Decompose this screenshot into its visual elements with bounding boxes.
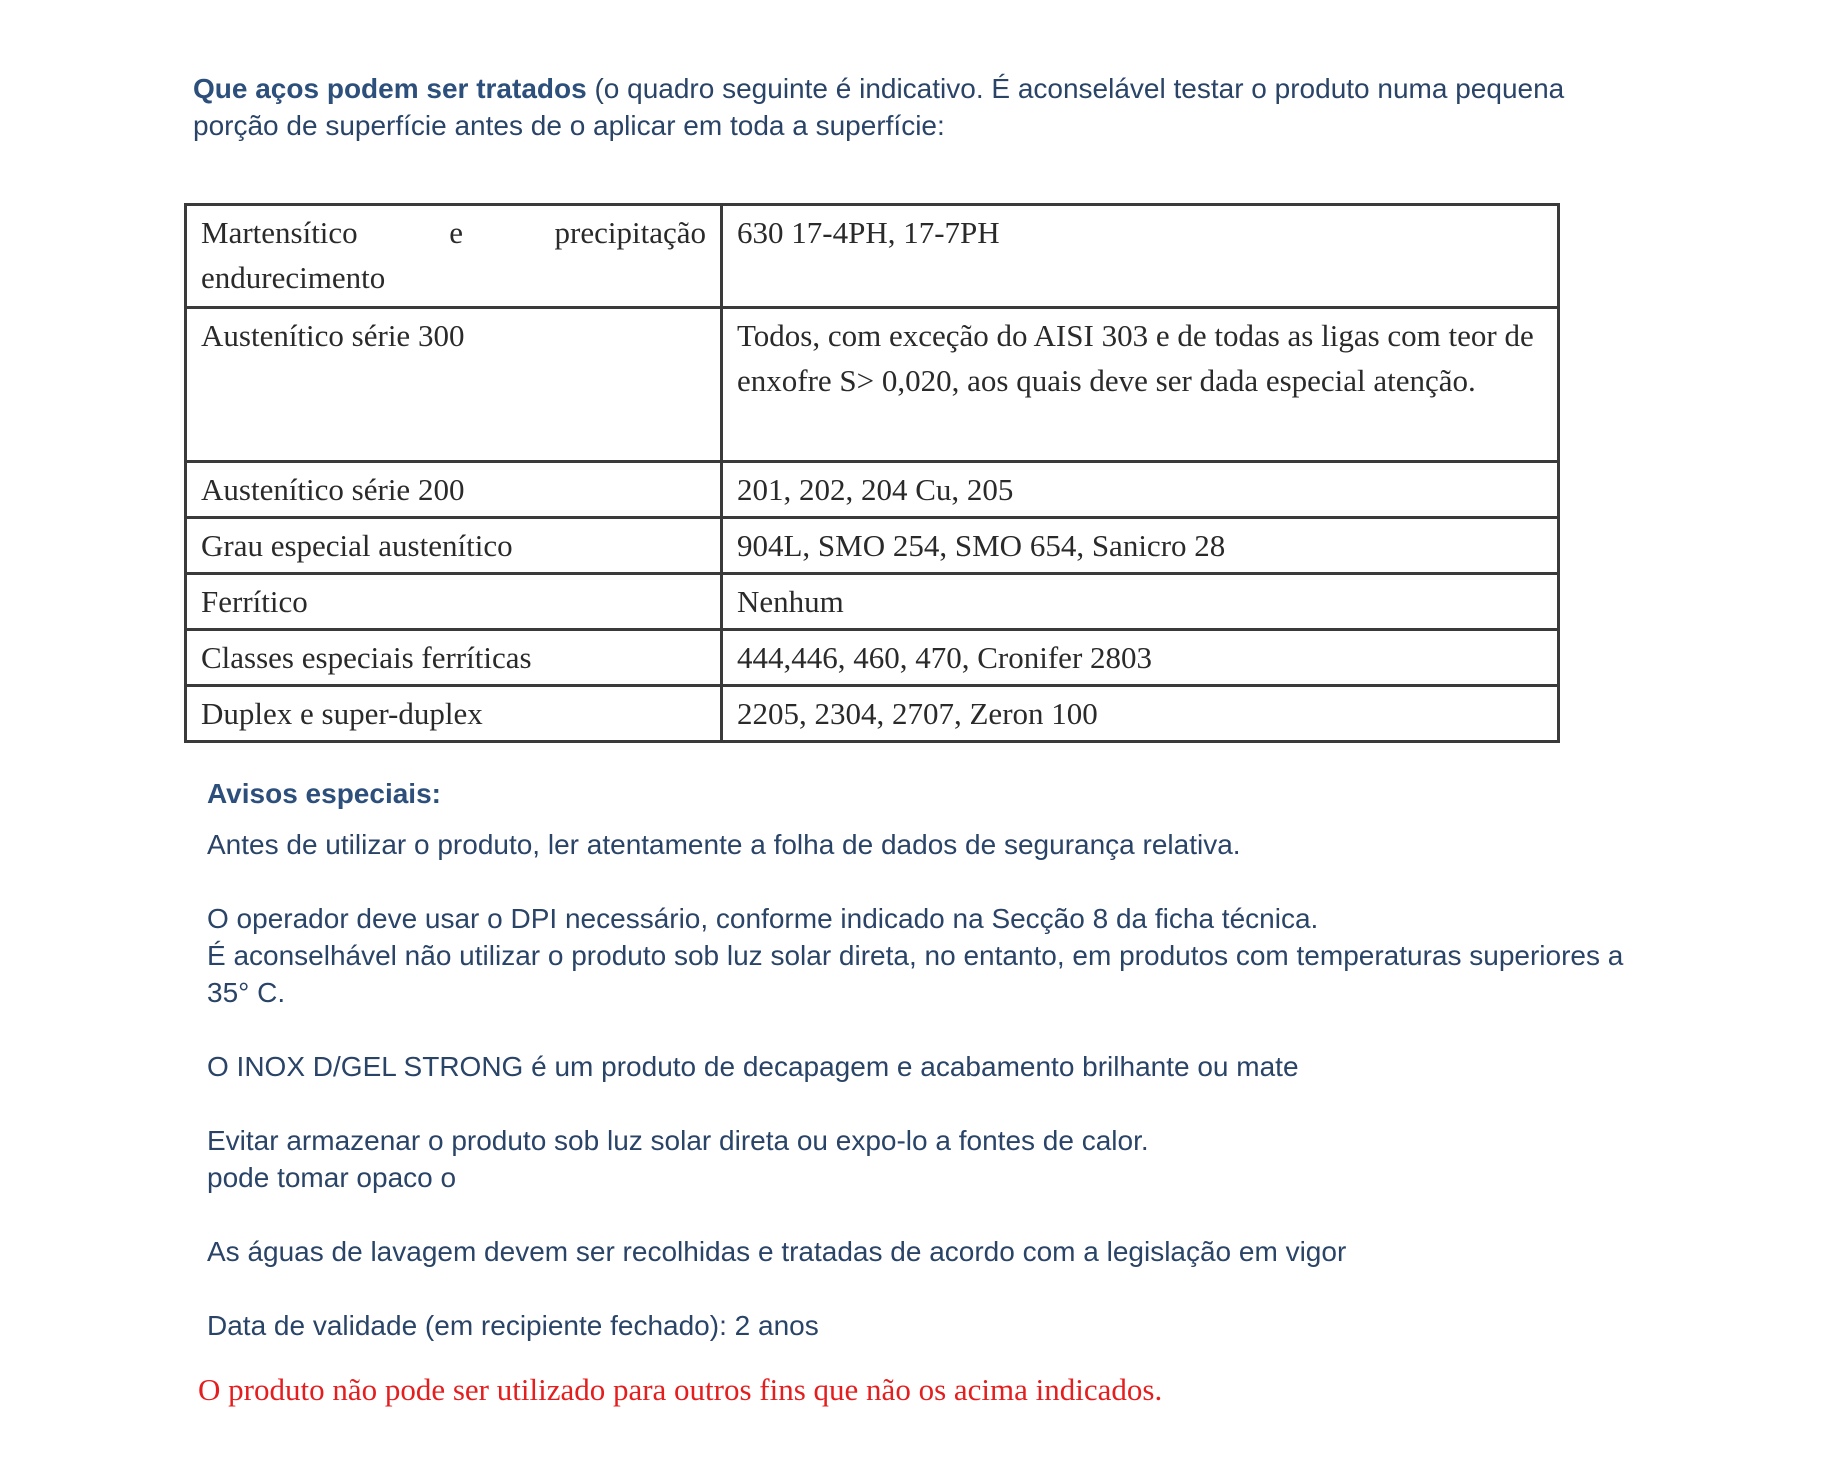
steel-grades-cell: 630 17-4PH, 17-7PH [722,205,1559,308]
steel-grades-cell: Nenhum [722,574,1559,630]
table-row [186,462,1559,518]
notice-ppe-line1: O operador deve usar o DPI necessário, conforme indicado na Secção 8 da ficha técnica. [207,903,1319,934]
steel-type-cell: Austenítico série 300 [186,308,722,462]
special-notices [207,775,1627,1344]
table-row [186,205,1559,308]
notice-storage-line1: Evitar armazenar o produto sob luz solar direta ou expo-lo a fontes de calor. [207,1125,1149,1156]
notice-wash-water: As águas de lavagem devem ser recolhidas e tratadas de acordo com a legislação em vigor [207,1236,1347,1267]
steel-grades-cell: 904L, SMO 254, SMO 654, Sanicro 28 [722,518,1559,574]
usage-warning: O produto não pode ser utilizado para outros fins que não os acima indicados. [198,1372,1163,1407]
steel-type-cell: Martensítico e precipitação endurecimento [186,205,722,308]
notice-safety-sheet: Antes de utilizar o produto, ler atentamente a folha de dados de segurança relativa. [207,829,1241,860]
notice-shelf-life: Data de validade (em recipiente fechado): 2 anos [207,1310,819,1341]
intro-text: (o quadro seguinte é indicativo. É aconselável testar o produto numa pequena porção de superfície antes de o aplicar em toda a superfície: [193,73,1565,141]
steel-grades-cell: 201, 202, 204 Cu, 205 [722,462,1559,518]
steel-type-cell: Ferrítico [186,574,722,630]
table-row [186,308,1559,462]
notice-ppe [207,900,1627,1011]
notice-product-description: O INOX D/GEL STRONG é um produto de decapagem e acabamento brilhante ou mate [207,1051,1299,1082]
steel-grades-cell: 444,446, 460, 470, Cronifer 2803 [722,630,1559,686]
notice-storage [207,1122,1627,1196]
steel-compatibility-table [184,203,1560,743]
notices-title: Avisos especiais: [207,778,441,809]
steel-grades-cell: 2205, 2304, 2707, Zeron 100 [722,686,1559,742]
table-row [186,574,1559,630]
steel-grades-cell: Todos, com exceção do AISI 303 e de todas as ligas com teor de enxofre S> 0,020, aos quais deve ser dada especial atenção. [722,308,1559,462]
notice-storage-line2: pode tomar opaco o [207,1162,457,1193]
steel-type-cell: Duplex e super-duplex [186,686,722,742]
table-row [186,630,1559,686]
table-row [186,518,1559,574]
notice-ppe-line2: É aconselhável não utilizar o produto sob luz solar direta, no entanto, em produtos com temperaturas superiores a 35° C. [207,940,1624,1008]
intro-lead: Que aços podem ser tratados [193,73,587,104]
table-row [186,686,1559,742]
steel-type-cell: Austenítico série 200 [186,462,722,518]
steel-type-cell: Grau especial austenítico [186,518,722,574]
steel-type-cell: Classes especiais ferríticas [186,630,722,686]
intro-paragraph [193,70,1613,144]
